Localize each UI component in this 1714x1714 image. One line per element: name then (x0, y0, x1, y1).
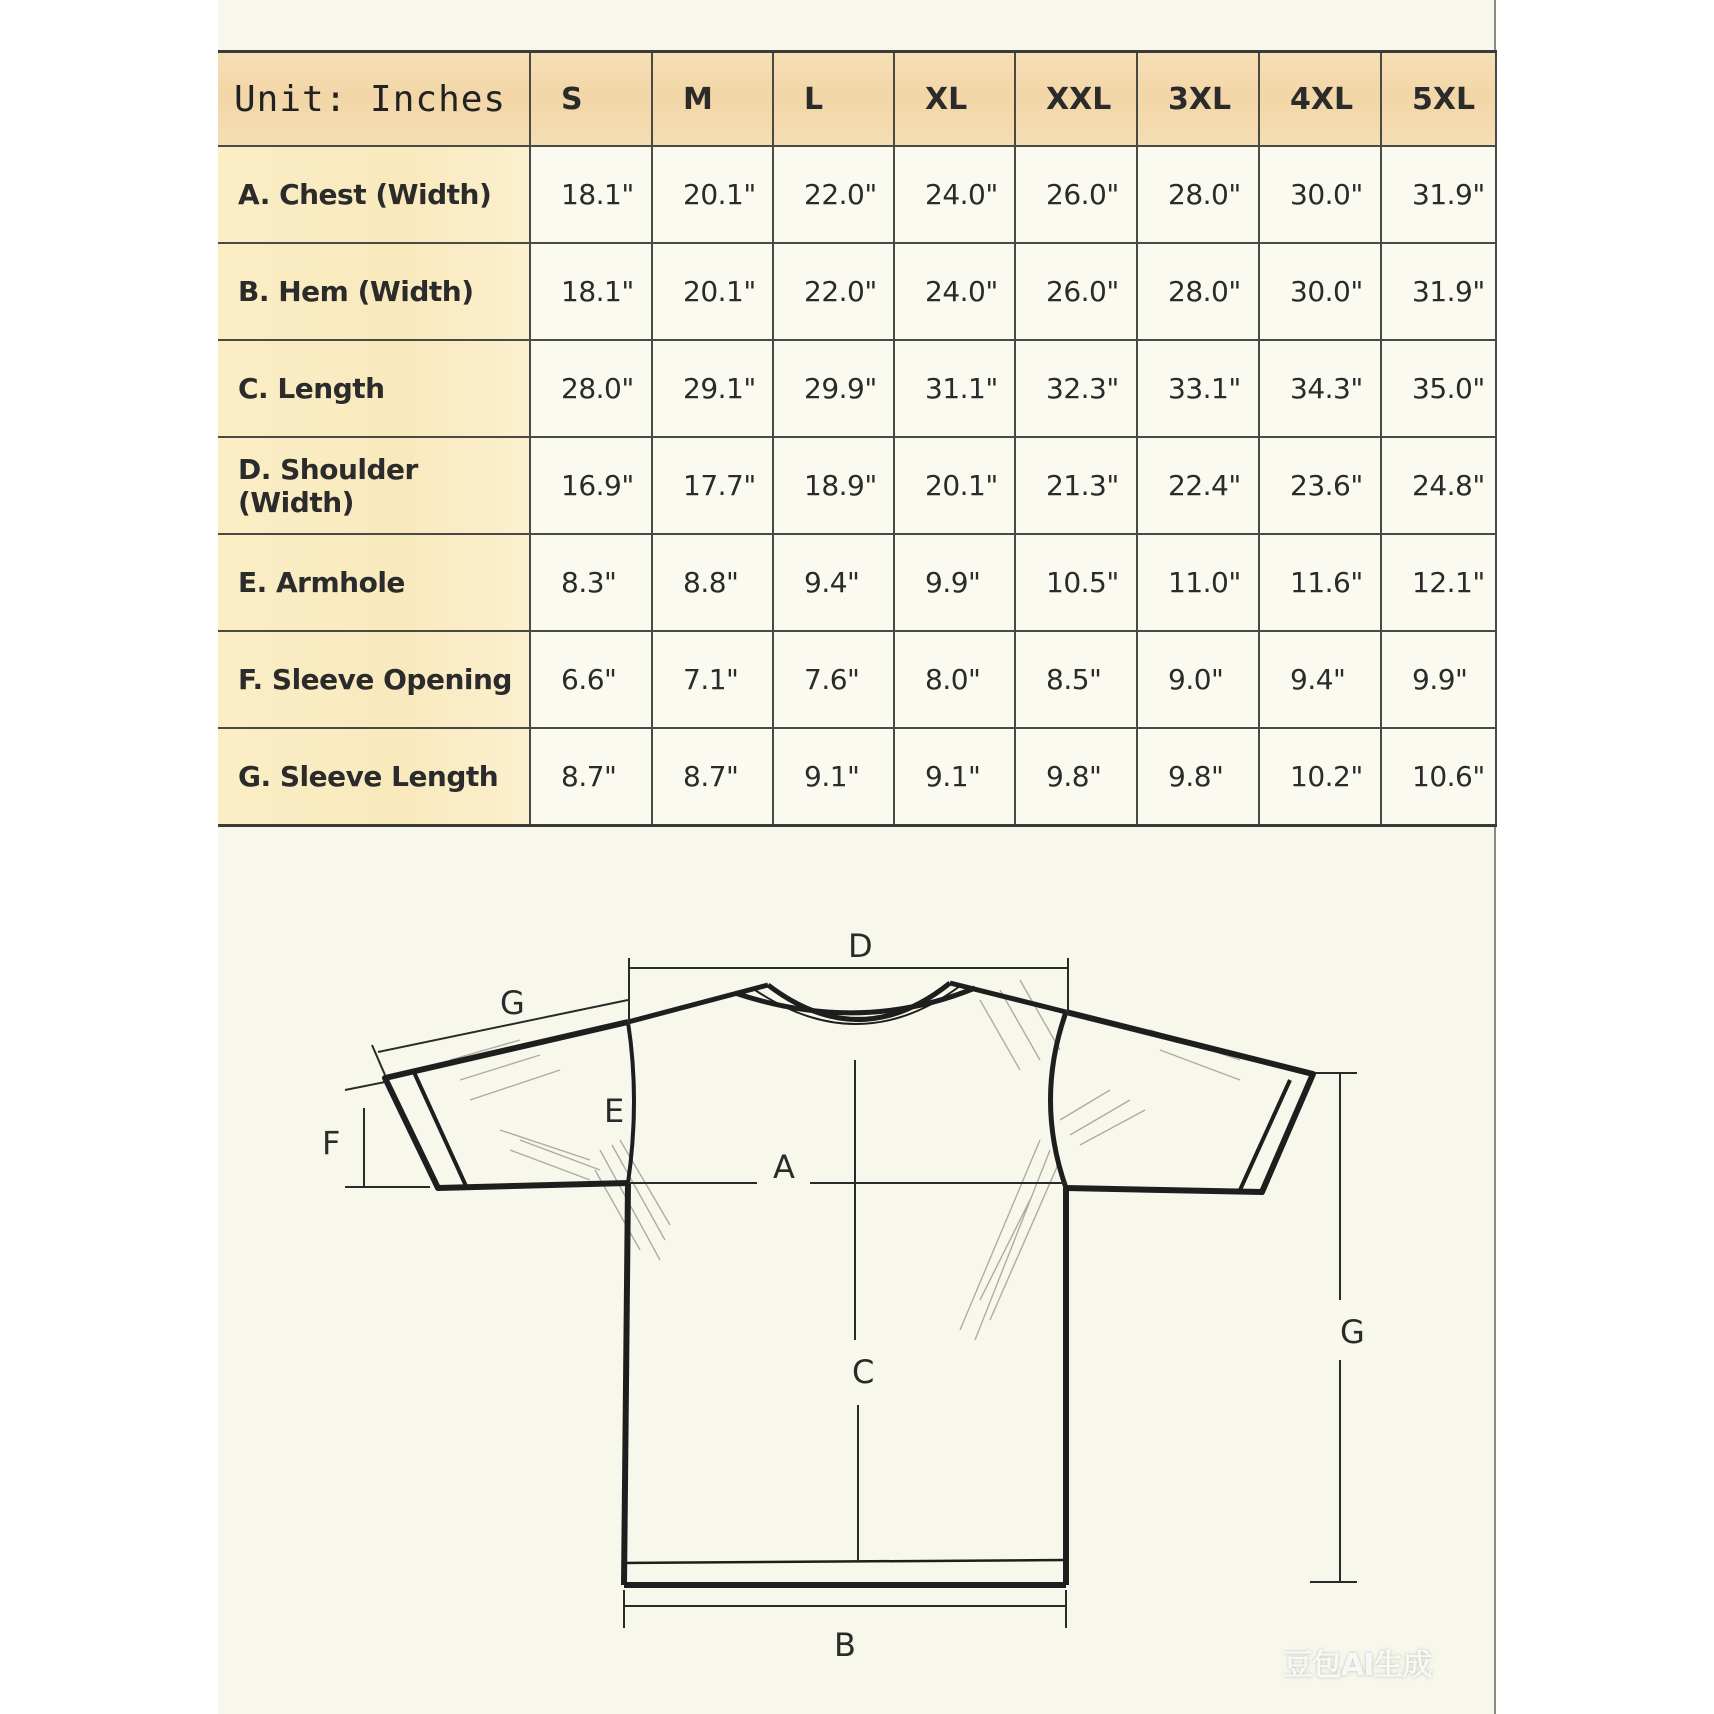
measurement-value: 16.9" (530, 437, 652, 534)
measurement-value: 31.1" (894, 340, 1015, 437)
measurement-value: 22.0" (773, 243, 894, 340)
label-f: F (322, 1124, 341, 1162)
measurement-value: 10.5" (1015, 534, 1137, 631)
measurement-value: 30.0" (1259, 146, 1381, 243)
measurement-value: 32.3" (1015, 340, 1137, 437)
measurement-value: 10.2" (1259, 728, 1381, 826)
size-header: 5XL (1381, 52, 1496, 147)
measurement-value: 33.1" (1137, 340, 1259, 437)
measurement-value: 11.0" (1137, 534, 1259, 631)
measurement-label: C. Length (218, 340, 530, 437)
measurement-label: B. Hem (Width) (218, 243, 530, 340)
measurement-value: 26.0" (1015, 243, 1137, 340)
measurement-value: 9.4" (1259, 631, 1381, 728)
label-g-side: G (1340, 1313, 1365, 1351)
label-e: E (604, 1092, 625, 1130)
measurement-label: A. Chest (Width) (218, 146, 530, 243)
measurement-value: 18.1" (530, 146, 652, 243)
measurement-value: 7.1" (652, 631, 773, 728)
size-header: M (652, 52, 773, 147)
measurement-value: 24.8" (1381, 437, 1496, 534)
measurement-lines (345, 958, 1357, 1628)
size-header: XL (894, 52, 1015, 147)
measurement-value: 17.7" (652, 437, 773, 534)
measurement-label: D. Shoulder (Width) (218, 437, 530, 534)
measurement-value: 9.8" (1137, 728, 1259, 826)
measurement-value: 24.0" (894, 243, 1015, 340)
size-header: 3XL (1137, 52, 1259, 147)
measurement-value: 9.1" (894, 728, 1015, 826)
measurement-value: 28.0" (1137, 243, 1259, 340)
measurement-value: 9.0" (1137, 631, 1259, 728)
measurement-value: 11.6" (1259, 534, 1381, 631)
measurement-value: 7.6" (773, 631, 894, 728)
measurement-value: 9.4" (773, 534, 894, 631)
unit-label: Unit: Inches (218, 52, 530, 147)
measurement-value: 28.0" (1137, 146, 1259, 243)
watermark: 豆包AI生成 (1283, 1648, 1432, 1683)
label-d: D (848, 927, 873, 965)
measurement-value: 28.0" (530, 340, 652, 437)
measurement-value: 12.1" (1381, 534, 1496, 631)
size-header: 4XL (1259, 52, 1381, 147)
measurement-value: 9.1" (773, 728, 894, 826)
measurement-value: 20.1" (894, 437, 1015, 534)
measurement-value: 8.8" (652, 534, 773, 631)
measurement-value: 31.9" (1381, 243, 1496, 340)
measurement-value: 21.3" (1015, 437, 1137, 534)
measurement-value: 8.7" (530, 728, 652, 826)
measurement-value: 22.0" (773, 146, 894, 243)
size-header: L (773, 52, 894, 147)
measurement-label: F. Sleeve Opening (218, 631, 530, 728)
measurement-value: 9.8" (1015, 728, 1137, 826)
measurement-value: 18.1" (530, 243, 652, 340)
measurement-value: 20.1" (652, 243, 773, 340)
measurement-value: 30.0" (1259, 243, 1381, 340)
measurement-value: 6.6" (530, 631, 652, 728)
measurement-value: 8.0" (894, 631, 1015, 728)
measurement-label: E. Armhole (218, 534, 530, 631)
size-header: S (530, 52, 652, 147)
measurement-value: 29.9" (773, 340, 894, 437)
label-c: C (852, 1353, 875, 1391)
label-g-sleeve: G (500, 984, 525, 1022)
measurement-value: 23.6" (1259, 437, 1381, 534)
measurement-value: 31.9" (1381, 146, 1496, 243)
measurement-value: 24.0" (894, 146, 1015, 243)
measurement-value: 35.0" (1381, 340, 1496, 437)
measurement-label: G. Sleeve Length (218, 728, 530, 826)
measurement-value: 9.9" (1381, 631, 1496, 728)
measurement-value: 8.7" (652, 728, 773, 826)
label-b: B (834, 1626, 856, 1664)
measurement-value: 8.5" (1015, 631, 1137, 728)
size-header: XXL (1015, 52, 1137, 147)
measurement-value: 34.3" (1259, 340, 1381, 437)
measurement-value: 22.4" (1137, 437, 1259, 534)
measurement-value: 8.3" (530, 534, 652, 631)
measurement-value: 26.0" (1015, 146, 1137, 243)
tshirt-outline (385, 983, 1313, 1585)
measurement-value: 29.1" (652, 340, 773, 437)
measurement-value: 9.9" (894, 534, 1015, 631)
measurement-value: 10.6" (1381, 728, 1496, 826)
label-a: A (773, 1148, 795, 1186)
measurement-value: 20.1" (652, 146, 773, 243)
measurement-value: 18.9" (773, 437, 894, 534)
